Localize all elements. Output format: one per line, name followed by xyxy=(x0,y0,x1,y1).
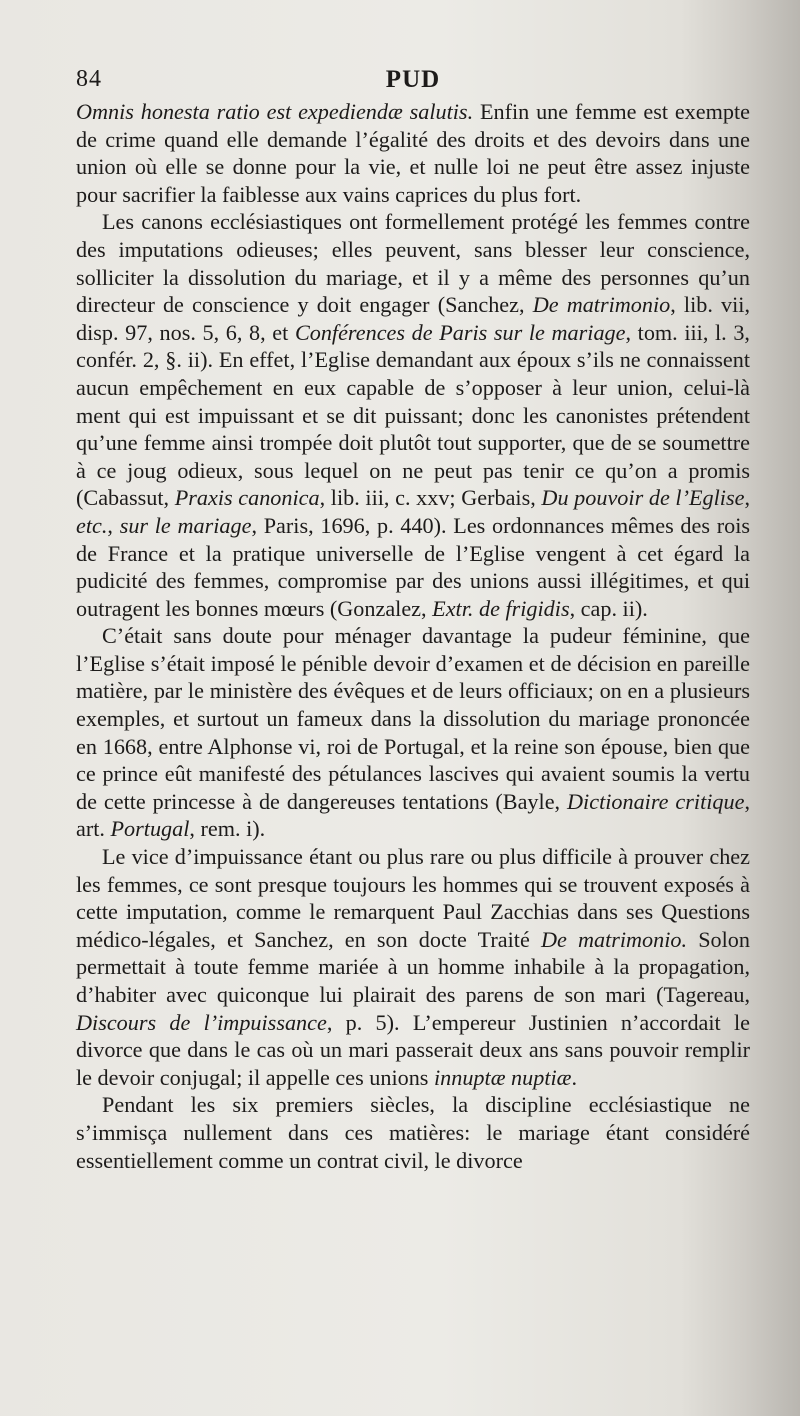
italic-text: Conférences de Paris sur le mariage xyxy=(294,319,626,345)
text-run: , xyxy=(744,485,750,511)
text-run: Pendant les six premiers siècles, la discipline ecclésiastique ne s’immisça nullement dans ces matières: le mariage étant considéré essentiellement comme un contrat civil, le divorce xyxy=(76,1092,750,1173)
page-number: 84 xyxy=(76,66,102,92)
text-run: , lib. vii, disp. 97, nos. 5, 6, 8, et xyxy=(76,292,750,345)
paragraph xyxy=(76,1091,750,1174)
italic-text: De matrimonio. xyxy=(540,926,688,952)
text-run: , p. 5). L’empereur Justinien n’accordait le divorce que dans le cas où un mari passerait deux ans sans pouvoir remplir le devoir conjugal; il appelle ces unions xyxy=(76,1009,750,1090)
italic-text: Portugal xyxy=(110,816,190,842)
text-run: Le vice d’impuissance étant ou plus rare ou plus difficile à prouver chez les femmes, ce sont presque toujours les hommes qui se trouvent exposés à cette imputation, comme le remarquent Paul Zacchias dans ses Questions médico-légales, et Sanchez, en son docte Traité xyxy=(76,844,750,952)
paragraph xyxy=(76,98,750,208)
text-run: Enfin une femme est exempte de crime quand elle demande l’égalité des droits et des devoirs dans une union où elle se donne pour la vie, et nulle loi ne peut être assez injuste pour sacrifier la faiblesse aux vains caprices du plus fort. xyxy=(76,99,750,207)
italic-text: etc. xyxy=(76,512,108,538)
italic-text: Omnis honesta ratio est expediendæ salutis. xyxy=(76,99,474,124)
text-run: , lib. iii, c. xxv; Gerbais, xyxy=(319,485,542,511)
text-run: . xyxy=(571,1064,577,1090)
running-header xyxy=(76,64,750,98)
italic-text: Dictionaire critique xyxy=(567,788,745,814)
italic-text: innuptæ nuptiæ xyxy=(433,1064,572,1090)
text-run: , tom. iii, l. 3, confér. 2, §. ii). En effet, l’Eglise demandant aux époux s’ils ne connaissent aucun empêchement en eux capable de s’opposer à leur union, celui-là ment qui est impuissant et se dit puissant; donc les canonistes prétendent qu’une femme ainsi trompée doit plutôt tout supporter, que de se soumettre à ce joug odieux, sous lequel on ne peut pas tenir ce qu’on a promis (Cabassut, xyxy=(76,319,750,511)
body-text xyxy=(76,98,750,1174)
italic-text: Extr. de frigidis xyxy=(432,595,570,621)
italic-text: De matrimonio xyxy=(532,292,671,318)
italic-text: Praxis canonica xyxy=(174,485,320,511)
paragraph xyxy=(76,622,750,843)
running-head-title: PUD xyxy=(385,66,441,93)
italic-text: Du pouvoir de l’Eglise xyxy=(541,485,745,511)
text-run: , rem. i). xyxy=(189,816,266,842)
text-run: Les canons ecclésiastiques ont formellement protégé les femmes contre des imputations odieuses; elles peuvent, sans blesser leur conscience, solliciter la dissolution du mariage, et il y a même des personnes qu’un directeur de conscience y doit engager (Sanchez, xyxy=(76,209,750,318)
italic-text: sur le mariage xyxy=(119,512,252,538)
paragraph xyxy=(76,208,750,622)
paragraph xyxy=(76,843,750,1091)
text-run: , cap. ii). xyxy=(569,595,648,621)
italic-text: Discours de l’impuissance xyxy=(76,1009,327,1035)
text-run: , xyxy=(107,512,120,538)
text-run: , Paris, 1696, p. 440). Les ordonnances mêmes des rois de France et la pratique universelle de l’Eglise vengent à cet égard la pudicité des femmes, compromise par des unions aussi illégitimes, et qui outragent les bonnes mœurs (Gonzalez, xyxy=(76,512,751,621)
text-run: , art. xyxy=(76,788,750,842)
text-run: Solon permettait à toute femme mariée à un homme inhabile à la propagation, d’habiter avec quiconque lui plairait des parens de son mari (Tagereau, xyxy=(76,926,750,1007)
page-content xyxy=(76,64,750,1174)
text-run: C’était sans doute pour ménager davantage la pudeur féminine, que l’Eglise s’était imposé le pénible devoir d’examen et de décision en pareille matière, par le ministère des évêques et de leurs officiaux; on en a plusieurs exemples, et surtout un fameux dans la dissolution du mariage prononcée en 1668, entre Alphonse vi, roi de Portugal, et la reine son épouse, bien que ce prince eût manifesté des pétulances lascives qui avaient soumis la vertu de cette princesse à de dangereuses tentations (Bayle, xyxy=(76,623,750,814)
